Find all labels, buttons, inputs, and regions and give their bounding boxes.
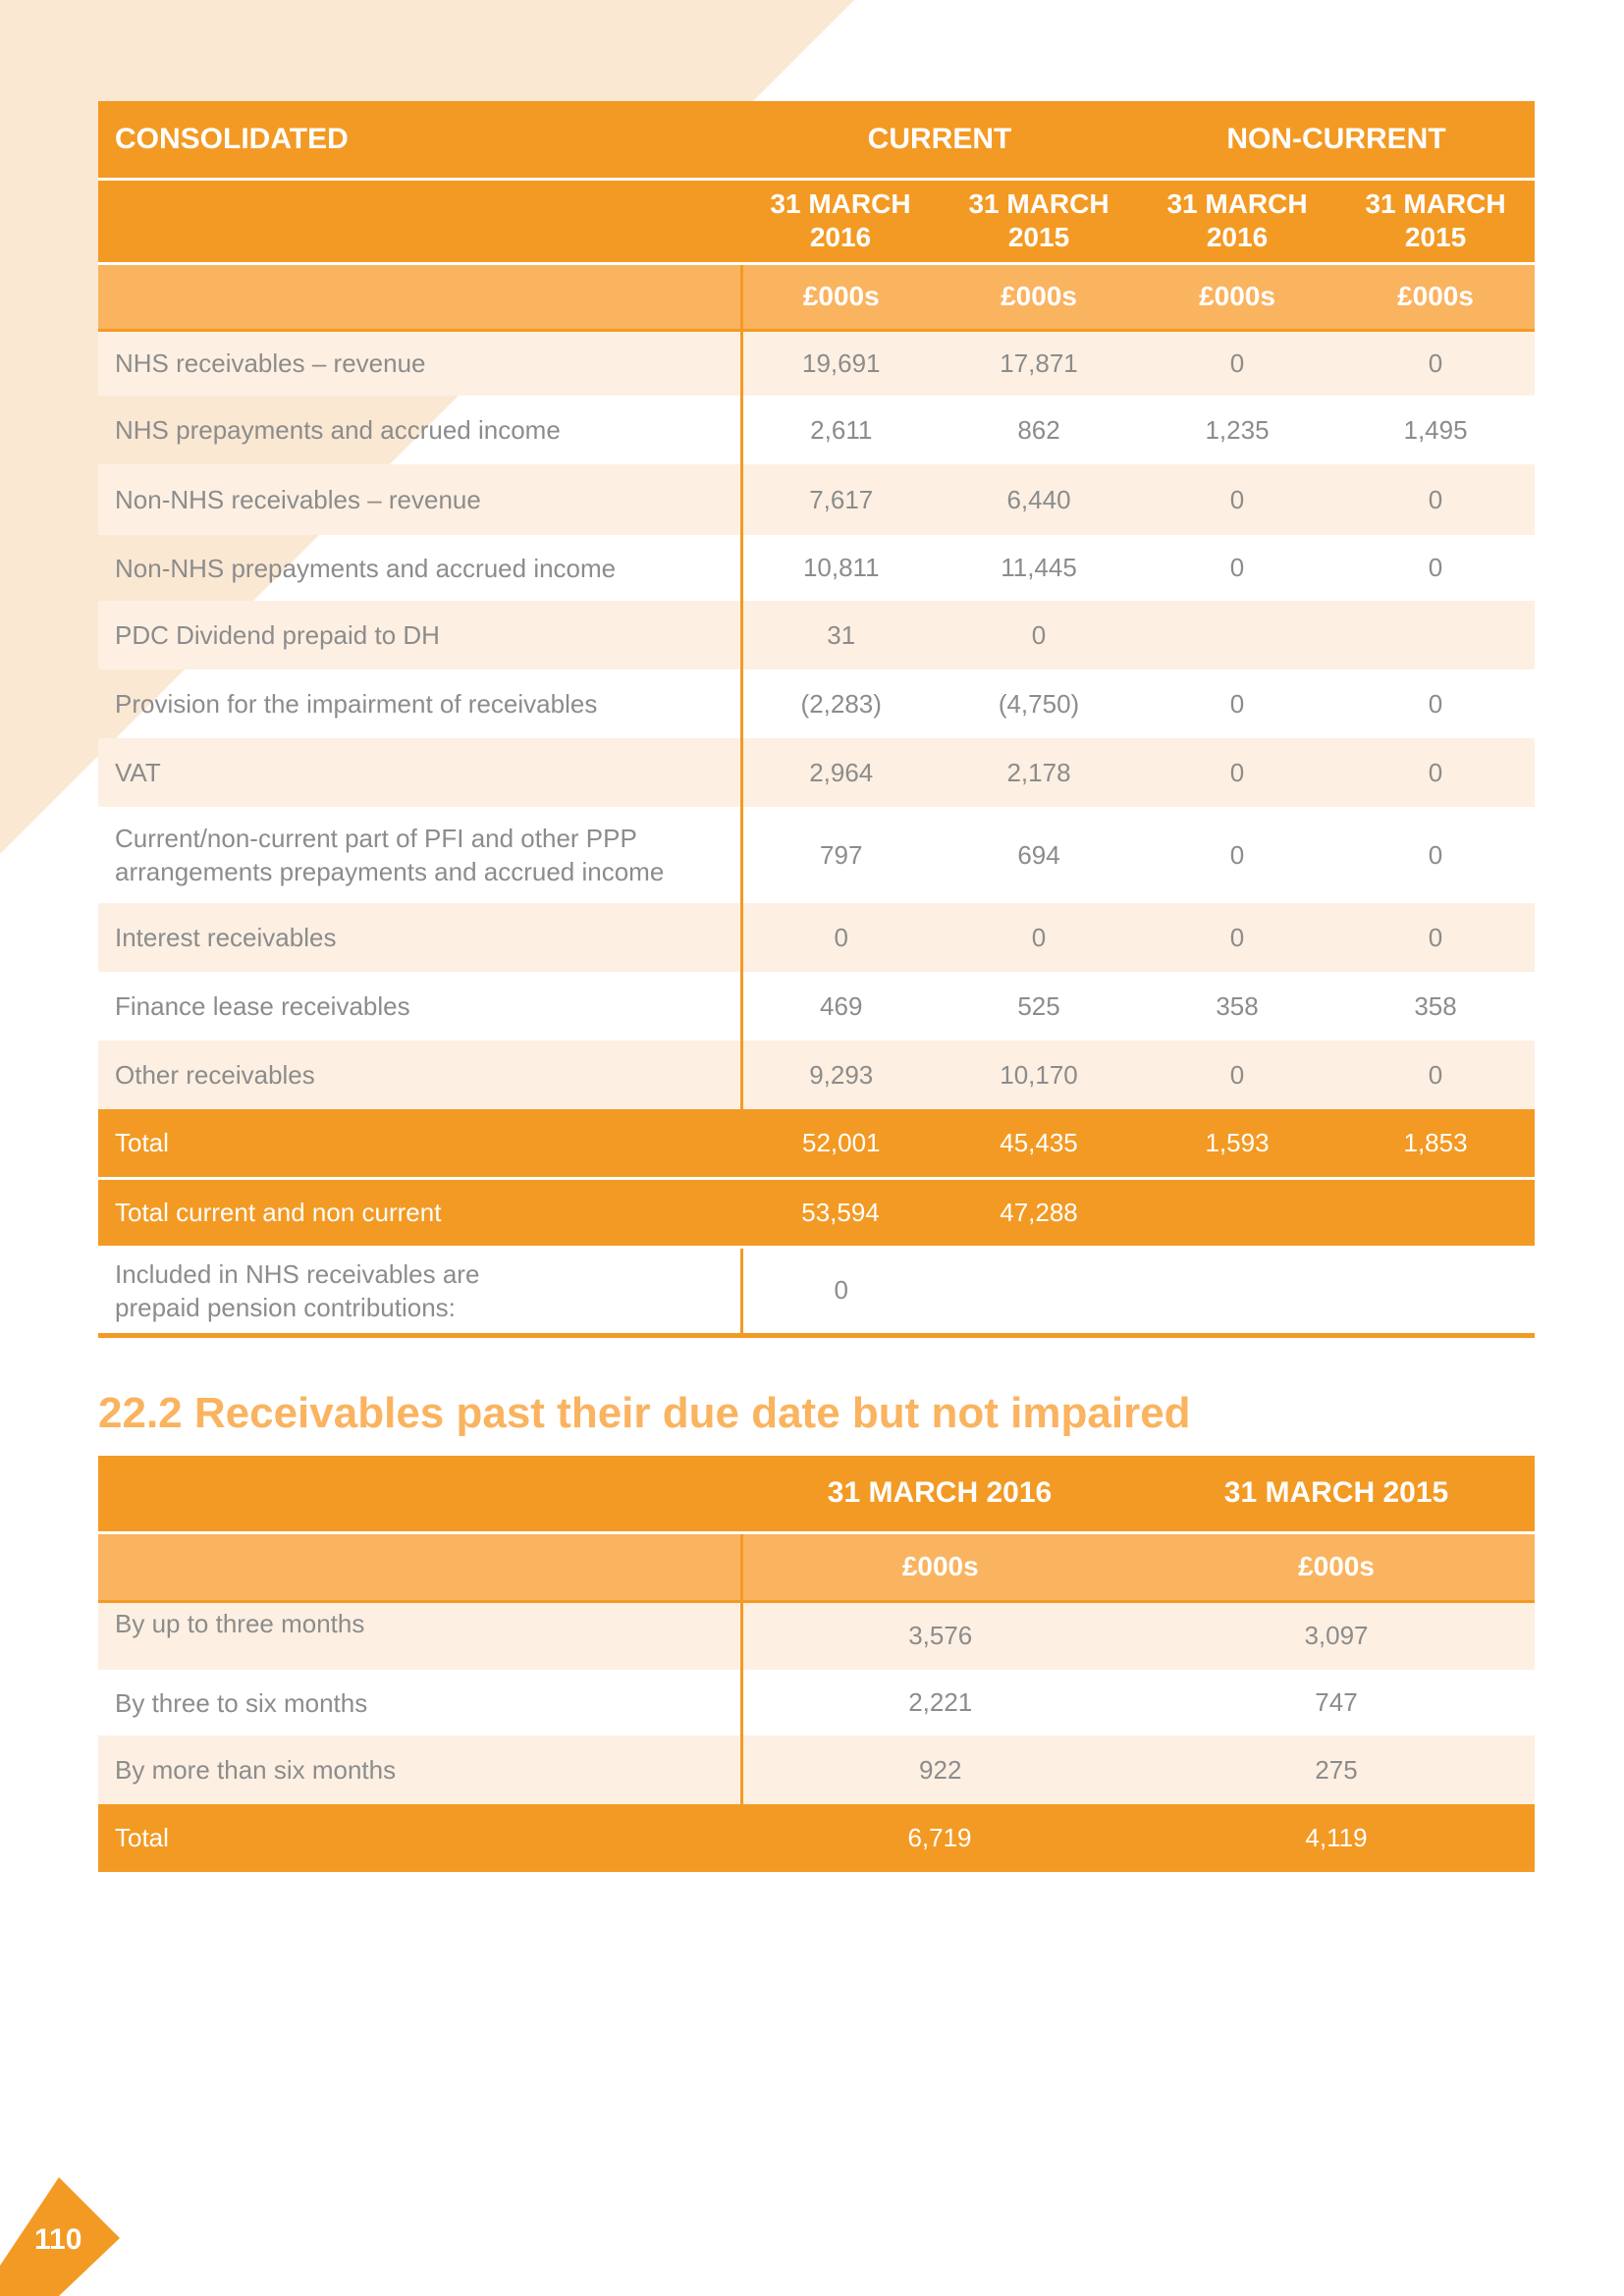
cell-value: 0 <box>1428 347 1443 378</box>
table-row <box>98 669 1535 738</box>
cell-value: (2,283) <box>800 688 882 719</box>
cell-value: 0 <box>1428 553 1443 582</box>
cell-value: 0 <box>1229 1059 1245 1090</box>
row-label: NHS prepayments and accrued income <box>98 396 741 464</box>
row-label: Current/non-current part of PFI and other PPP arrangements prepayments and accrued income <box>98 807 741 903</box>
cell-value: 0 <box>1428 757 1443 787</box>
empty-cell <box>940 1247 1138 1335</box>
total-row <box>98 1804 1535 1873</box>
cell-value: 0 <box>1229 922 1245 952</box>
consolidated-header: CONSOLIDATED <box>98 101 741 179</box>
cell-value: 0 <box>1428 484 1443 514</box>
cell-value: 0 <box>1229 839 1245 870</box>
cell-value: 358 <box>1216 990 1259 1021</box>
total-value: 52,001 <box>741 1109 940 1178</box>
table-row <box>98 903 1535 972</box>
row-label: Interest receivables <box>98 903 741 972</box>
cell-value: 10,170 <box>1000 1059 1078 1090</box>
empty-cell <box>1138 1178 1336 1247</box>
table-row <box>98 464 1535 535</box>
cell-value: 469 <box>820 990 863 1021</box>
cell-value: 11,445 <box>1001 553 1077 582</box>
cell-value: (4,750) <box>998 688 1080 719</box>
total-value: 45,435 <box>940 1109 1138 1178</box>
cell-value: 0 <box>1031 922 1047 952</box>
total-label: Total <box>98 1109 741 1178</box>
empty-unit-cell <box>98 1532 741 1601</box>
cell-value: 10,811 <box>802 553 880 582</box>
cell-value: 2,611 <box>810 414 873 445</box>
cell-value: 358 <box>1414 990 1457 1021</box>
cell-value: 0 <box>1229 757 1245 787</box>
total-value: 1,593 <box>1138 1109 1336 1178</box>
cell-value <box>1138 601 1336 669</box>
unit-label: £000s <box>940 263 1138 330</box>
table-date-row <box>98 179 1535 263</box>
empty-header-cell <box>98 1456 741 1532</box>
row-label: By up to three months <box>98 1601 741 1670</box>
past-due-table <box>98 1456 1535 1875</box>
table-header-row <box>98 1456 1535 1532</box>
total-label: Total <box>98 1804 741 1873</box>
cell-value: 31 <box>827 619 856 650</box>
table-row <box>98 738 1535 807</box>
empty-cell <box>1336 1247 1535 1335</box>
date-header: 31 MARCH 2015 <box>1336 179 1535 263</box>
cell-value: 525 <box>1017 990 1060 1021</box>
cell-value: 3,097 <box>1304 1621 1369 1651</box>
table-header-row <box>98 101 1535 179</box>
cell-value: 7,617 <box>809 484 874 514</box>
unit-label: £000s <box>1138 263 1336 330</box>
total-value: 1,853 <box>1336 1109 1535 1178</box>
total-value: 6,719 <box>741 1804 1138 1873</box>
total-current-noncurrent-label: Total current and non current <box>98 1178 741 1247</box>
table-row <box>98 1041 1535 1109</box>
receivables-table <box>98 101 1535 1338</box>
date-header: 31 MARCH 2016 <box>741 179 940 263</box>
row-label: By three to six months <box>98 1670 741 1735</box>
cell-value: 1,235 <box>1205 414 1270 445</box>
unit-label: £000s <box>1138 1532 1535 1601</box>
cell-value: 862 <box>1017 414 1060 445</box>
row-label: Provision for the impairment of receivables <box>98 669 741 738</box>
total-row <box>98 1109 1535 1178</box>
table-row <box>98 1735 1535 1804</box>
cell-value: 0 <box>1229 553 1245 582</box>
section-title: 22.2 Receivables past their due date but not impaired <box>98 1389 1191 1437</box>
row-label: NHS receivables – revenue <box>98 330 741 396</box>
table-row <box>98 1601 1535 1670</box>
empty-header-cell <box>98 179 741 263</box>
row-label: Non-NHS prepayments and accrued income <box>98 535 741 601</box>
row-label: Other receivables <box>98 1041 741 1109</box>
empty-unit-cell <box>98 263 741 330</box>
total-current-noncurrent-row <box>98 1178 1535 1247</box>
cell-value: 17,871 <box>1000 347 1078 378</box>
row-label: PDC Dividend prepaid to DH <box>98 601 741 669</box>
noncurrent-header: NON-CURRENT <box>1138 101 1535 179</box>
cell-value: 922 <box>919 1754 962 1785</box>
table-row <box>98 601 1535 669</box>
cell-value: 0 <box>1428 688 1443 719</box>
page-number: 110 <box>34 2223 82 2256</box>
cell-value: 797 <box>820 839 863 870</box>
row-label: By more than six months <box>98 1735 741 1804</box>
cell-value: 0 <box>834 922 848 952</box>
row-label: Non-NHS receivables – revenue <box>98 464 741 535</box>
total-value: 4,119 <box>1138 1804 1535 1873</box>
cell-value: 0 <box>1229 688 1245 719</box>
table-unit-row <box>98 263 1535 330</box>
cell-value: 0 <box>1428 1059 1443 1090</box>
table-unit-row <box>98 1532 1535 1601</box>
unit-label: £000s <box>741 263 940 330</box>
note-row <box>98 1247 1535 1335</box>
cell-value: 3,576 <box>908 1621 973 1651</box>
cell-value: 1,495 <box>1403 414 1468 445</box>
cell-value: 6,440 <box>1006 484 1071 514</box>
cell-value: 2,221 <box>908 1687 973 1717</box>
cell-value: 19,691 <box>801 347 881 378</box>
note-value: 0 <box>741 1247 940 1335</box>
cell-value: 0 <box>1229 484 1245 514</box>
total-value: 47,288 <box>940 1178 1138 1247</box>
cell-value: 694 <box>1017 839 1060 870</box>
total-value: 53,594 <box>741 1178 940 1247</box>
table-row <box>98 535 1535 601</box>
row-label: VAT <box>98 738 741 807</box>
cell-value: 0 <box>1428 839 1443 870</box>
table-row <box>98 1670 1535 1735</box>
table-row <box>98 972 1535 1041</box>
unit-label: £000s <box>741 1532 1138 1601</box>
date-header: 31 MARCH 2015 <box>1138 1456 1535 1532</box>
cell-value <box>1336 601 1535 669</box>
row-label: Finance lease receivables <box>98 972 741 1041</box>
table-row <box>98 330 1535 396</box>
cell-value: 2,964 <box>809 757 874 787</box>
cell-value: 747 <box>1315 1687 1358 1717</box>
cell-value: 2,178 <box>1006 757 1071 787</box>
table-row <box>98 807 1535 903</box>
cell-value: 0 <box>1229 347 1245 378</box>
empty-cell <box>1138 1247 1336 1335</box>
date-header: 31 MARCH 2016 <box>1138 179 1336 263</box>
unit-label: £000s <box>1336 263 1535 330</box>
cell-value: 275 <box>1315 1754 1358 1785</box>
empty-cell <box>1336 1178 1535 1247</box>
cell-value: 9,293 <box>809 1059 874 1090</box>
date-header: 31 MARCH 2015 <box>940 179 1138 263</box>
current-header: CURRENT <box>741 101 1138 179</box>
cell-value: 0 <box>1031 619 1047 650</box>
date-header: 31 MARCH 2016 <box>741 1456 1138 1532</box>
cell-value: 0 <box>1428 922 1443 952</box>
note-label: Included in NHS receivables are prepaid pension contributions: <box>98 1247 741 1335</box>
table-row <box>98 396 1535 464</box>
